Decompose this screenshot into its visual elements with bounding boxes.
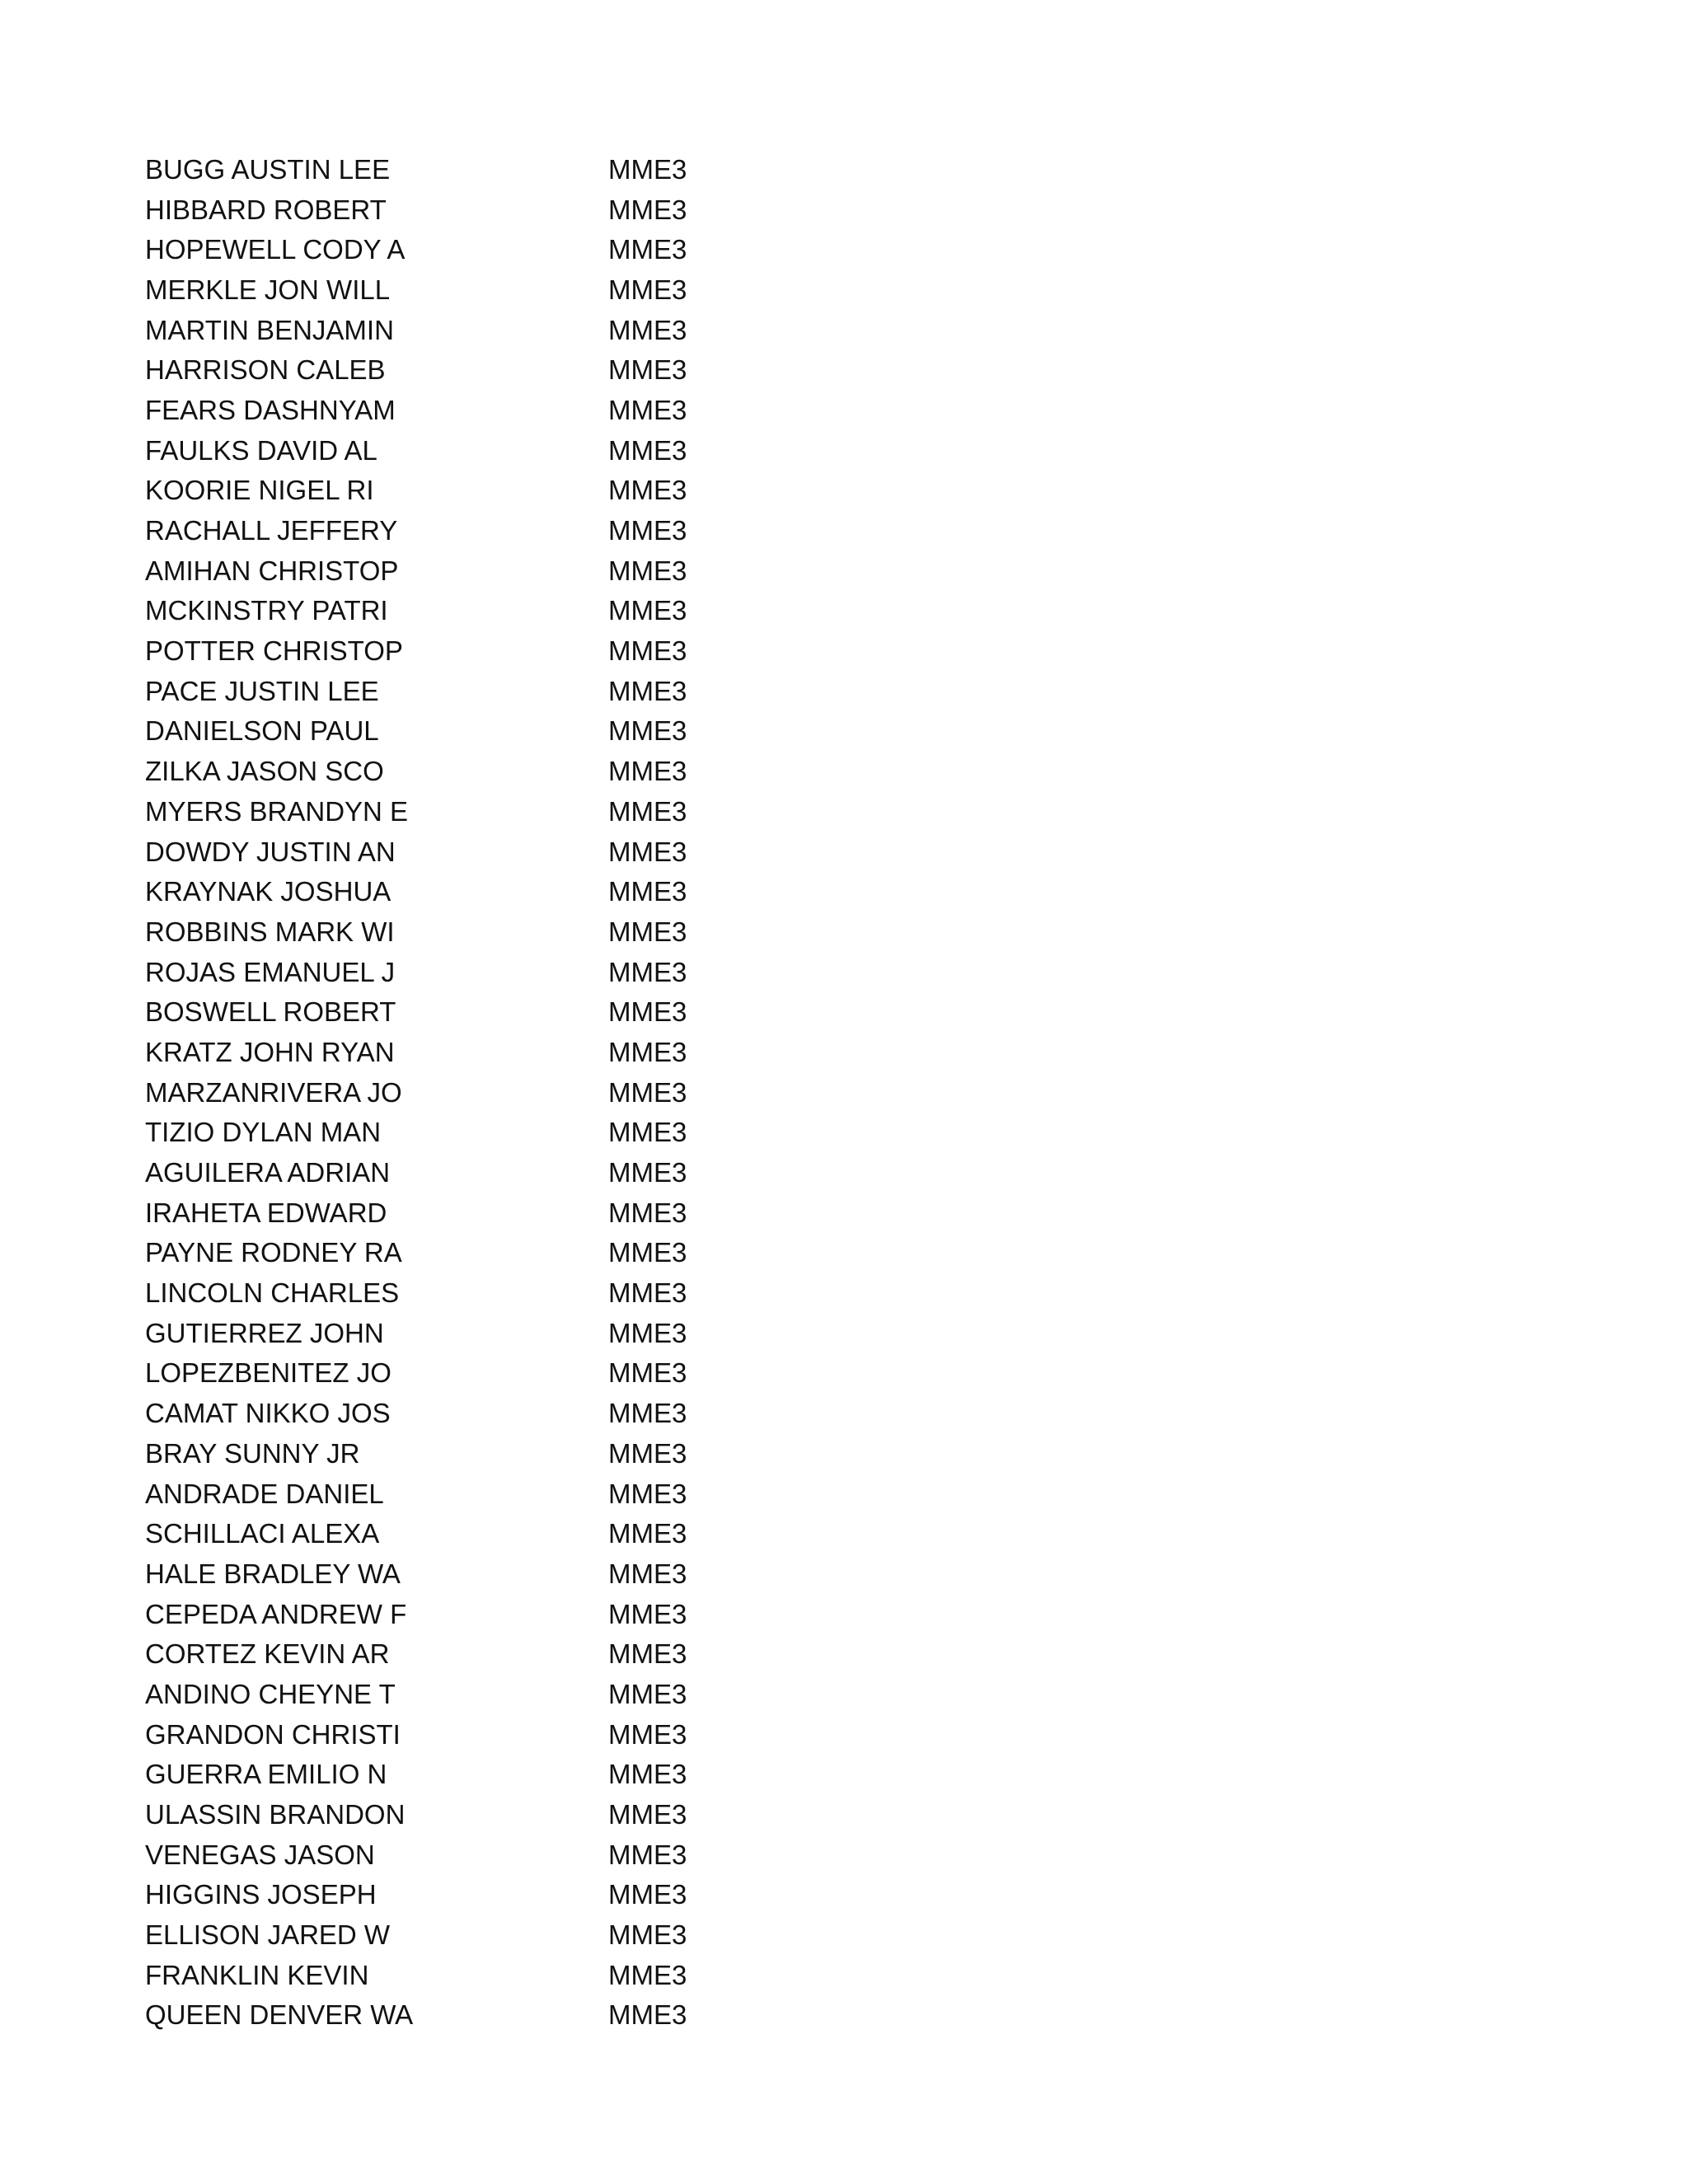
roster-row [145, 751, 722, 791]
member-name: ZILKA JASON SCO [145, 756, 384, 787]
member-name: KRAYNAK JOSHUA [145, 876, 392, 907]
roster-row [145, 1674, 722, 1714]
member-name: HALE BRADLEY WA [145, 1558, 401, 1589]
member-name: SCHILLACI ALEXA [145, 1518, 380, 1549]
member-name: RACHALL JEFFERY [145, 515, 398, 546]
member-name: KOORIE NIGEL RI [145, 475, 374, 506]
member-rate: MME3 [608, 1237, 687, 1268]
member-rate: MME3 [608, 795, 687, 827]
roster-row [145, 471, 722, 511]
member-name: HIBBARD ROBERT [145, 194, 387, 225]
member-name: AGUILERA ADRIAN [145, 1157, 391, 1188]
roster-row [145, 1032, 722, 1072]
member-rate: MME3 [608, 1277, 687, 1309]
member-rate: MME3 [608, 916, 687, 947]
member-name: GRANDON CHRISTI [145, 1718, 401, 1750]
member-rate: MME3 [608, 434, 687, 466]
member-name: CORTEZ KEVIN AR [145, 1638, 390, 1670]
roster-row [145, 1113, 722, 1153]
member-rate: MME3 [608, 675, 687, 706]
member-name: LINCOLN CHARLES [145, 1277, 400, 1309]
roster-row [145, 1313, 722, 1353]
member-rate: MME3 [608, 234, 687, 265]
member-rate: MME3 [608, 555, 687, 586]
member-rate: MME3 [608, 876, 687, 907]
roster-row [145, 1513, 722, 1554]
member-rate: MME3 [608, 515, 687, 546]
member-name: FAULKS DAVID AL [145, 434, 377, 466]
member-rate: MME3 [608, 1197, 687, 1228]
member-name: MARTIN BENJAMIN [145, 314, 394, 345]
member-rate: MME3 [608, 475, 687, 506]
member-name: ROBBINS MARK WI [145, 916, 395, 947]
roster-row [145, 269, 722, 310]
roster-row [145, 1835, 722, 1875]
member-rate: MME3 [608, 1478, 687, 1509]
member-rate: MME3 [608, 1839, 687, 1870]
member-name: ELLISON JARED W [145, 1919, 391, 1951]
member-rate: MME3 [608, 1879, 687, 1910]
member-rate: MME3 [608, 836, 687, 867]
roster-row [145, 1915, 722, 1955]
member-name: ANDINO CHEYNE T [145, 1678, 396, 1709]
member-name: BUGG AUSTIN LEE [145, 153, 391, 185]
roster-row [145, 711, 722, 752]
roster-row [145, 912, 722, 952]
member-rate: MME3 [608, 1638, 687, 1670]
member-name: PACE JUSTIN LEE [145, 675, 379, 706]
roster-row [145, 1233, 722, 1273]
member-rate: MME3 [608, 1999, 687, 2031]
member-rate: MME3 [608, 1398, 687, 1429]
member-rate: MME3 [608, 996, 687, 1028]
roster-row [145, 1353, 722, 1394]
member-rate: MME3 [608, 1518, 687, 1549]
roster-row [145, 1875, 722, 1915]
roster-row [145, 149, 722, 190]
roster-row [145, 671, 722, 711]
member-rate: MME3 [608, 1437, 687, 1469]
member-name: VENEGAS JASON [145, 1839, 375, 1870]
member-rate: MME3 [608, 756, 687, 787]
member-name: HIGGINS JOSEPH [145, 1879, 377, 1910]
roster-row [145, 551, 722, 591]
member-rate: MME3 [608, 354, 687, 386]
member-name: HARRISON CALEB [145, 354, 386, 386]
roster-row [145, 871, 722, 912]
member-name: CAMAT NIKKO JOS [145, 1398, 391, 1429]
roster-row [145, 1755, 722, 1795]
roster-row [145, 991, 722, 1032]
roster-row [145, 390, 722, 430]
roster-row [145, 1393, 722, 1433]
roster-row [145, 1272, 722, 1313]
member-rate: MME3 [608, 1357, 687, 1389]
member-rate: MME3 [608, 1759, 687, 1790]
member-name: PAYNE RODNEY RA [145, 1237, 402, 1268]
member-name: TIZIO DYLAN MAN [145, 1117, 382, 1148]
roster-row [145, 1433, 722, 1474]
roster-row [145, 1193, 722, 1233]
member-name: LOPEZBENITEZ JO [145, 1357, 392, 1389]
member-rate: MME3 [608, 153, 687, 185]
member-rate: MME3 [608, 956, 687, 987]
roster-row [145, 190, 722, 230]
member-rate: MME3 [608, 1799, 687, 1830]
member-rate: MME3 [608, 1558, 687, 1589]
member-rate: MME3 [608, 715, 687, 747]
member-rate: MME3 [608, 394, 687, 425]
member-rate: MME3 [608, 1157, 687, 1188]
roster-row [145, 349, 722, 390]
roster-row [145, 510, 722, 551]
member-name: KRATZ JOHN RYAN [145, 1036, 395, 1067]
member-name: MERKLE JON WILL [145, 274, 391, 305]
member-name: FEARS DASHNYAM [145, 394, 396, 425]
roster-row [145, 791, 722, 832]
member-rate: MME3 [608, 635, 687, 667]
member-rate: MME3 [608, 1598, 687, 1629]
member-name: CEPEDA ANDREW F [145, 1598, 407, 1629]
member-rate: MME3 [608, 314, 687, 345]
member-rate: MME3 [608, 1076, 687, 1108]
roster-row [145, 1714, 722, 1755]
roster-row [145, 1955, 722, 1995]
member-name: GUTIERREZ JOHN [145, 1317, 384, 1348]
roster-row [145, 1594, 722, 1634]
member-name: MYERS BRANDYN E [145, 795, 409, 827]
member-rate: MME3 [608, 1718, 687, 1750]
member-name: ROJAS EMANUEL J [145, 956, 396, 987]
roster-row [145, 1152, 722, 1193]
roster-row [145, 1554, 722, 1594]
member-name: QUEEN DENVER WA [145, 1999, 414, 2031]
member-rate: MME3 [608, 1317, 687, 1348]
roster-row [145, 1633, 722, 1674]
member-name: IRAHETA EDWARD [145, 1197, 387, 1228]
member-rate: MME3 [608, 194, 687, 225]
roster-row [145, 229, 722, 269]
roster-row [145, 1794, 722, 1835]
member-rate: MME3 [608, 1959, 687, 1990]
member-rate: MME3 [608, 1678, 687, 1709]
roster-row [145, 1072, 722, 1113]
member-name: ANDRADE DANIEL [145, 1478, 384, 1509]
member-rate: MME3 [608, 1117, 687, 1148]
member-name: AMIHAN CHRISTOP [145, 555, 399, 586]
roster-row [145, 591, 722, 631]
member-name: ULASSIN BRANDON [145, 1799, 406, 1830]
member-name: MCKINSTRY PATRI [145, 595, 388, 626]
member-rate: MME3 [608, 595, 687, 626]
member-rate: MME3 [608, 1919, 687, 1951]
member-name: DOWDY JUSTIN AN [145, 836, 396, 867]
member-rate: MME3 [608, 1036, 687, 1067]
member-name: FRANKLIN KEVIN [145, 1959, 369, 1990]
member-name: HOPEWELL CODY A [145, 234, 406, 265]
roster-row [145, 832, 722, 872]
member-name: GUERRA EMILIO N [145, 1759, 387, 1790]
member-name: BOSWELL ROBERT [145, 996, 396, 1028]
member-name: BRAY SUNNY JR [145, 1437, 360, 1469]
roster-list [145, 149, 722, 2035]
member-name: POTTER CHRISTOP [145, 635, 403, 667]
roster-row [145, 952, 722, 992]
roster-row [145, 630, 722, 671]
member-name: MARZANRIVERA JO [145, 1076, 402, 1108]
roster-row [145, 1995, 722, 2036]
roster-row [145, 430, 722, 471]
member-name: DANIELSON PAUL [145, 715, 379, 747]
roster-row [145, 1474, 722, 1514]
roster-row [145, 310, 722, 350]
member-rate: MME3 [608, 274, 687, 305]
